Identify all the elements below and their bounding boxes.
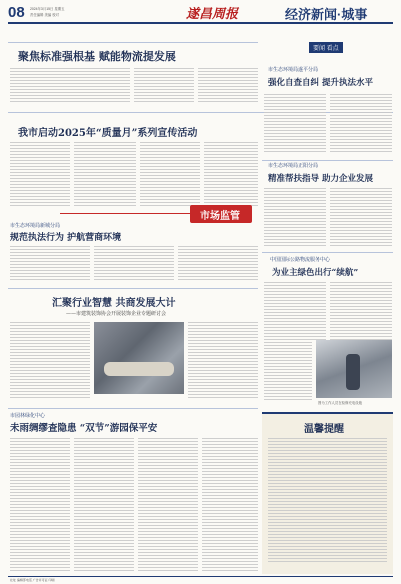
body-text	[264, 282, 326, 340]
kicker-logistics-center: 中国国际公路物流服务中心	[270, 257, 331, 263]
divider	[8, 288, 258, 289]
body-text	[74, 438, 134, 572]
page-number: 08	[8, 4, 25, 21]
body-text	[198, 68, 258, 104]
editor-line: 责任编辑 美编 校对	[30, 13, 60, 17]
story-subhead: ——市建筑装饰协会开展装饰企业专题研讨会	[66, 311, 167, 317]
date-line: 2024年3月15日 星期五	[30, 7, 65, 11]
warm-tip-box	[262, 412, 393, 574]
kicker-zhengyang: 市生态环境局正阳分局	[268, 163, 319, 169]
body-text	[10, 68, 130, 104]
body-text	[188, 322, 258, 400]
header-rule	[8, 22, 393, 24]
story-headline-park-safety: 未雨绸缪查隐患 “双节”游园保平安	[10, 423, 158, 434]
story-headline-decoration-assoc: 汇聚行业智慧 共商发展大计	[52, 298, 176, 309]
warm-tip-title: 温馨提醒	[304, 424, 344, 435]
story-headline-law-enforcement: 规范执法行为 护航营商环境	[10, 233, 122, 243]
body-text	[10, 142, 70, 206]
body-text	[330, 94, 392, 154]
story-headline-logistics: 聚焦标准强根基 赋能物流提发展	[18, 50, 176, 63]
charging-photo	[316, 340, 392, 398]
story-headline-self-check: 强化自查自纠 提升执法水平	[268, 78, 373, 88]
footer-rule	[8, 576, 393, 577]
body-text	[134, 68, 194, 104]
body-text	[202, 438, 258, 572]
body-text	[94, 246, 174, 282]
body-text	[10, 438, 70, 572]
meeting-photo	[94, 322, 184, 394]
footer-line: 社址 编辑部电话 广告许可证 印刷	[10, 578, 55, 582]
warm-tip-text	[268, 438, 387, 564]
kicker-eco-bureau: 市生态环境局新城分局	[10, 223, 61, 229]
story-headline-enterprise-help: 精准帮扶指导 助力企业发展	[268, 174, 373, 184]
kicker-garden-center: 市园林绿化中心	[10, 413, 46, 419]
divider	[262, 252, 393, 253]
story-headline-green-travel: 为业主绿色出行“续航”	[272, 268, 359, 278]
body-text	[74, 142, 136, 206]
banner-stripe	[60, 213, 190, 214]
divider	[8, 42, 258, 43]
photo-worker	[346, 354, 360, 390]
body-text	[330, 188, 392, 246]
photo-table	[104, 362, 174, 376]
section-title: 经济新闻·城事	[285, 7, 368, 22]
body-text	[10, 246, 90, 282]
body-text	[138, 438, 198, 572]
body-text	[204, 142, 258, 206]
market-banner	[190, 205, 252, 223]
body-text	[264, 188, 326, 246]
body-text	[140, 142, 200, 206]
masthead: 遂昌周报	[186, 7, 239, 22]
story-headline-quality-month: 我市启动2025年“质量月”系列宣传活动	[18, 128, 198, 139]
body-text	[330, 282, 392, 340]
body-text	[178, 246, 258, 282]
market-banner-label: 市场监管	[200, 211, 240, 222]
divider	[262, 160, 393, 161]
body-text	[10, 322, 90, 400]
photo-caption: 图为工作人员在检修充电设施	[318, 401, 363, 405]
kicker-suiping: 市生态环境局遂平分局	[268, 67, 319, 73]
highlight-box-label: 要闻 看点	[309, 42, 343, 53]
body-text	[264, 342, 312, 400]
body-text	[264, 94, 326, 154]
divider	[8, 408, 258, 409]
